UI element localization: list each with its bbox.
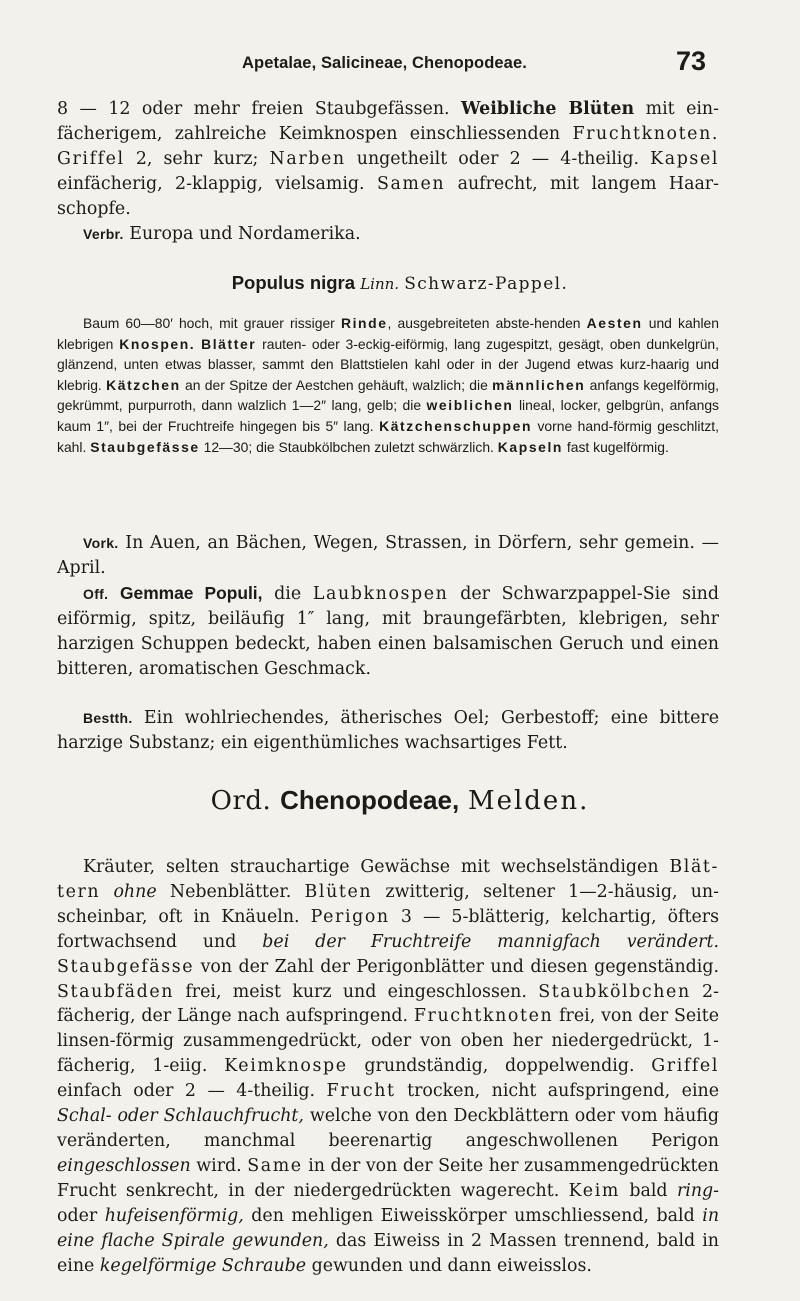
text: hufeisenförmig, (104, 1205, 244, 1226)
author-abbrev: Linn. (360, 275, 400, 293)
section-label: Vork. (83, 535, 119, 551)
text: in der von der Seite her zusammengedrückten Frucht senkrecht, in der niedergedrückten wagerecht. (57, 1155, 720, 1201)
species-heading (0, 272, 800, 294)
term: Kapseln (497, 438, 564, 455)
text: von der Zahl der Perigonblätter und diesen gegenständig. (200, 956, 720, 977)
term: Blätter (201, 335, 257, 352)
text: wird. (196, 1155, 242, 1176)
term: Kätzchenschuppen (379, 417, 533, 434)
term: Kapsel (650, 148, 720, 169)
paragraph-officinal (57, 581, 719, 682)
text: Kräuter, selten strauchartige Gewächse mit wechselständigen (83, 857, 659, 877)
term: Staubgefässe (90, 438, 200, 455)
term: Samen (376, 173, 446, 194)
term: Perigon (310, 906, 390, 927)
text: ring- (676, 1180, 720, 1201)
paragraph-constituents (57, 706, 719, 756)
text: 8 — 12 oder mehr freien Staubgefässen. (57, 99, 450, 119)
text: Ein wohlriechendes, ätherisches Oel; Gerbestoff; eine bittere harzige Substanz; ein eigenthümliches wachsartiges Fett. (57, 708, 719, 753)
term: Frucht (326, 1081, 396, 1102)
text: frei, meist kurz und eingeschlossen. (185, 981, 527, 1002)
section-label: Off. (83, 586, 109, 602)
text: Schal- oder Schlauchfrucht, (57, 1106, 304, 1127)
text: mit ein-fächerigem, zahlreiche Keimknospen einschliessenden (57, 99, 720, 144)
term: Blüten (304, 881, 373, 902)
text: Baum 60—80′ hoch, mit grauer rissiger (83, 315, 335, 331)
text: das Eiweiss in 2 Massen trennend, bald in eine (57, 1230, 719, 1276)
paragraph-distribution (57, 222, 719, 247)
text: einfach oder 2 — 4-theilig. (57, 1081, 316, 1102)
text: , ausgebreiteten abste-henden (387, 315, 581, 331)
text: in eine flache Spirale gewunden, (57, 1205, 720, 1251)
term: Fruchtknoten. (572, 123, 719, 144)
term: Staubkölbchen (538, 981, 691, 1002)
text: oder (57, 1205, 98, 1226)
paragraph-description-female (57, 97, 719, 222)
text: fast kugelförmig. (566, 438, 669, 455)
text: einfächerig, 2-klappig, vielsamig. (57, 173, 365, 194)
text: zwitterig, seltener 1—2-häusig, un-scheinbar, oft in Knäueln. (57, 881, 720, 927)
text: 2, sehr kurz; (135, 148, 259, 169)
text: lineal, locker, gelbgrün, anfangs kaum 1″, bei der Fruchtreife hingegen bis 5″ lang. (57, 397, 719, 434)
text: 2-fächerig, der Länge nach aufspringend. (57, 981, 719, 1027)
text: anfangs kegelförmig, gekrümmt, purpurroth, dann walzlich 1—2″ lang, gelb; die (57, 376, 720, 414)
text: In Auen, an Bächen, Wegen, Strassen, in Dörfern, sehr gemein. — April. (57, 533, 719, 578)
species-name: Populus nigra (231, 272, 356, 293)
text: bei der Fruchtreife mannigfach verändert. (262, 931, 719, 952)
text: Nebenblätter. (169, 881, 292, 902)
paragraph-family-description (57, 855, 719, 1278)
term: Weibliche Blüten (461, 99, 635, 119)
term: Griffel (57, 148, 125, 169)
text: an der Spitze der Aestchen gehäuft, walzlich; die (185, 376, 488, 393)
text: eingeschlossen (57, 1155, 191, 1176)
text: welche von den Deckblättern oder vom häufig veränderten, manchmal beerenartig angeschwollenen Perigon (57, 1106, 719, 1151)
term: weiblichen (426, 397, 514, 414)
text: rauten- oder 3-eckig-eiförmig, lang zugespitzt, gesägt, oben dunkelgrün, glänzend, unten etwas blasser, sammt den Blattstielen kahl oder in der Jugend etwas kurz-haarig und klebrig. (57, 335, 719, 393)
text: 12—30; die Staubkölbchen zuletzt schwärzlich. (203, 438, 494, 455)
text: trocken, nicht aufspringend, eine (407, 1081, 720, 1102)
term: Aesten (586, 315, 643, 331)
term: Staubfäden (57, 981, 175, 1002)
text: vorne hand-förmig geschlitzt, kahl. (57, 417, 719, 455)
page-number: 73 (676, 46, 707, 76)
running-title: Apetalae, Salicineae, Chenopodeae. (242, 54, 527, 72)
text: gewunden und dann eiweisslos. (311, 1255, 592, 1276)
common-name: Melden. (467, 786, 590, 816)
term: Staubgefässe (57, 956, 195, 977)
text: grundständig, doppelwendig. (364, 1056, 635, 1077)
term: männlichen (492, 376, 586, 393)
text: ungetheilt oder 2 — 4-theilig. (356, 148, 640, 169)
text: die (274, 584, 302, 604)
term: Narben (269, 148, 346, 169)
term: Keimknospe (224, 1056, 348, 1077)
order-label: Ord. (210, 786, 272, 816)
text: Europa und Nordamerika. (129, 224, 361, 244)
text: bald (629, 1180, 668, 1201)
section-label: Verbr. (83, 226, 124, 242)
drug-name: Gemmae Populi, (120, 583, 263, 603)
text: den mehligen Eiweisskörper umschliessend, bald (251, 1205, 695, 1226)
page-header (0, 46, 800, 92)
term: Keim (568, 1180, 620, 1201)
paragraph-species-description (57, 313, 719, 457)
text: aufrecht, mit langem Haar-schopfe. (57, 173, 719, 219)
term: Kätzchen (106, 376, 181, 393)
text: ohne (113, 881, 157, 902)
order-heading (0, 785, 800, 816)
term: Knospen. (119, 335, 196, 352)
section-label: Bestth. (83, 710, 133, 726)
term: Blät-tern (57, 857, 719, 902)
term: Fruchtknoten (413, 1006, 554, 1027)
family-name: Chenopodeae, (280, 785, 460, 815)
term: Griffel (651, 1056, 719, 1077)
text: kegelförmige Schraube (99, 1255, 307, 1276)
common-name: Schwarz-Pappel. (404, 274, 569, 294)
term: Laubknospen (312, 584, 449, 604)
text: der Schwarzpappel-Sie sind eiförmig, spitz, beiläufig 1″ lang, mit braungefärbten, klebrigen, sehr harzigen Schuppen bedeckt, haben einen balsamischen Geruch und einen bitteren, aromatischen Geschmack. (57, 584, 719, 679)
text: und kahlen klebrigen (57, 315, 719, 352)
text: frei, von der Seite linsen-förmig zusammengedrückt, oder von oben her niedergedrückt, 1-fächerig, 1-eiig. (57, 1006, 719, 1077)
term: Same (247, 1155, 303, 1176)
text: 3 — 5-blätterig, kelchartig, öfters fortwachsend und (57, 906, 720, 952)
paragraph-occurrence (57, 531, 719, 581)
term: Rinde (340, 315, 388, 331)
